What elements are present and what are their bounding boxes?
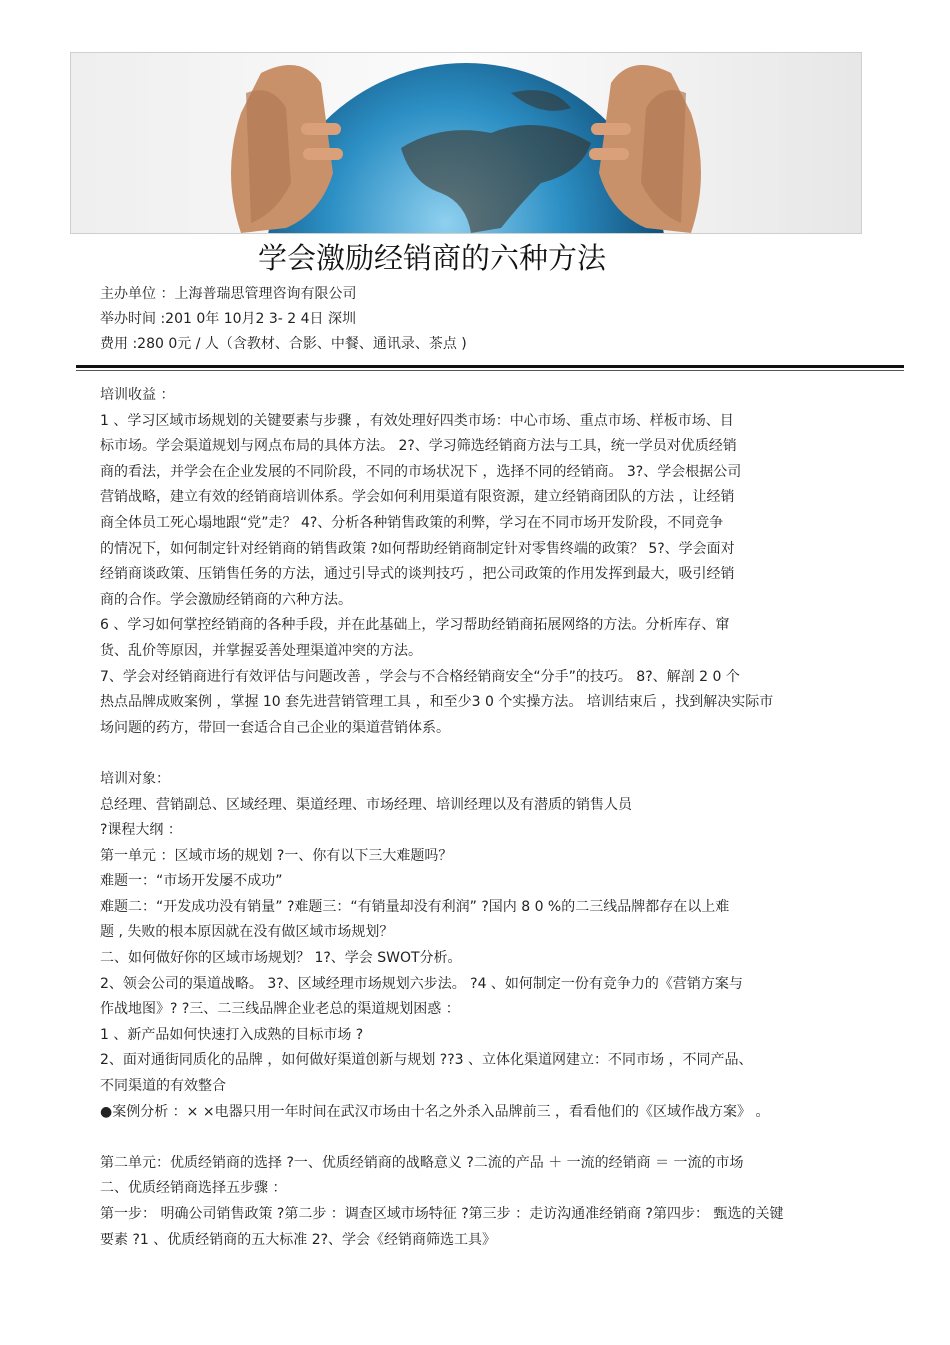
body-line: 培训对象： bbox=[100, 770, 170, 787]
body-line: 7、学会对经销商进行有效评估与问题改善 ，学会与不合格经销商安全“分手”的技巧。 8?、解剖 2 0 个 bbox=[100, 668, 740, 685]
document-title: 学会激励经销商的六种方法 bbox=[258, 241, 607, 275]
fee-line: 费用 :280 0元 / 人（含教材、合影、中餐、通讯录、茶点 ) bbox=[100, 336, 467, 352]
document-body bbox=[100, 383, 850, 1253]
body-line: 的情况下，如何制定针对经销商的销售政策 ?如何帮助经销商制定针对零售终端的政策？ 5?、学会面对 bbox=[100, 540, 735, 557]
body-line: 货、乱价等原因，并掌握妥善处理渠道冲突的方法。 bbox=[100, 642, 422, 659]
body-line: 标市场。学会渠道规划与网点布局的具体方法。 2?、学习筛选经销商方法与工具，统一学员对优质经销 bbox=[100, 438, 737, 455]
body-line: 二、如何做好你的区域市场规划？ 1?、学会 SWOT分析。 bbox=[100, 950, 462, 967]
body-line: 2、面对通街同质化的品牌 ，如何做好渠道创新与规划 ??3 、立体化渠道网建立：不同市场 ，不同产品、 bbox=[100, 1052, 753, 1069]
body-line: 第二单元：优质经销商的选择 ?一、优质经销商的战略意义 ?二流的产品 ＋ 一流的经销商 ＝ 一流的市场 bbox=[100, 1154, 744, 1171]
body-line: 1 、新产品如何快速打入成熟的目标市场 ? bbox=[100, 1026, 364, 1043]
globe-hands-illustration bbox=[71, 53, 861, 233]
body-line: 难题一：“市场开发屡不成功” bbox=[100, 873, 283, 890]
body-line: 第一步： 明确公司销售政策 ?第二步 ：调查区域市场特征 ?第三步 ：走访沟通准经销商 ?第四步： 甄选的关键 bbox=[100, 1206, 784, 1222]
body-line: 题 , 失败的根本原因就在没有做区域市场规划？ bbox=[100, 924, 394, 941]
body-line: 第一单元 ：区域市场的规划 ?一、你有以下三大难题吗？ bbox=[100, 847, 453, 864]
body-line: ●案例分析 ：× ×电器只用一年时间在武汉市场由十名之外杀入品牌前三 ，看看他们的《区域作战方案》 。 bbox=[100, 1103, 770, 1120]
body-line: 商的合作。学会激励经销商的六种方法。 bbox=[100, 591, 352, 608]
body-line: 培训收益 ： bbox=[100, 387, 175, 403]
body-line: 场问题的药方，带回一套适合自己企业的渠道营销体系。 bbox=[100, 719, 450, 736]
body-line: ?课程大纲 ： bbox=[100, 822, 182, 839]
body-line: 不同渠道的有效整合 bbox=[100, 1078, 226, 1095]
divider-thin bbox=[76, 370, 904, 371]
body-line: 总经理、营销副总、区域经理、渠道经理、市场经理、培训经理以及有潜质的销售人员 bbox=[100, 796, 632, 813]
body-line: 2、领会公司的渠道战略。 3?、区域经理市场规划六步法。 ?4 、如何制定一份有竞争力的《营销方案与 bbox=[100, 975, 743, 992]
header-banner-image bbox=[70, 52, 862, 234]
body-line: 1 、学习区域市场规划的关键要素与步骤 ，有效处理好四类市场：中心市场、重点市场、样板市场、目 bbox=[100, 412, 734, 429]
body-line: 二、优质经销商选择五步骤 ： bbox=[100, 1180, 287, 1197]
blank-line bbox=[100, 1125, 850, 1151]
body-line: 要素 ?1 、优质经销商的五大标准 2?、学会《经销商筛选工具》 bbox=[100, 1231, 497, 1248]
blank-line bbox=[100, 741, 850, 767]
body-line: 经销商谈政策、压销售任务的方法，通过引导式的谈判技巧 ，把公司政策的作用发挥到最大，吸引经销 bbox=[100, 566, 735, 583]
event-time-line: 举办时间 :201 0年 10月2 3- 2 4日 深圳 bbox=[100, 311, 356, 327]
body-line: 营销战略，建立有效的经销商培训体系。学会如何利用渠道有限资源，建立经销商团队的方法 ，让经销 bbox=[100, 489, 735, 506]
body-line: 热点品牌成败案例 ，掌握 10 套先进营销管理工具 ，和至少3 0 个实操方法。 培训结束后 ，找到解决实际市 bbox=[100, 694, 774, 711]
body-line: 6 、学习如何掌控经销商的各种手段，并在此基础上，学习帮助经销商拓展网络的方法。分析库存、窜 bbox=[100, 617, 730, 634]
body-line: 作战地图》? ?三、二三线品牌企业老总的渠道规划困惑 ： bbox=[100, 1001, 460, 1018]
organizer-line: 主办单位 ：上海普瑞思管理咨询有限公司 bbox=[100, 286, 357, 302]
body-line: 商的看法，并学会在企业发展的不同阶段，不同的市场状况下 ，选择不同的经销商。 3?、学会根据公司 bbox=[100, 463, 742, 480]
body-line: 商全体员工死心塌地跟“党”走？ 4?、分析各种销售政策的利弊，学习在不同市场开发阶段，不同竞争 bbox=[100, 514, 724, 531]
body-line: 难题二：“开发成功没有销量” ?难题三：“有销量却没有利润” ?国内 8 0 %的二三线品牌都存在以上难 bbox=[100, 898, 730, 915]
divider-thick bbox=[76, 365, 904, 368]
